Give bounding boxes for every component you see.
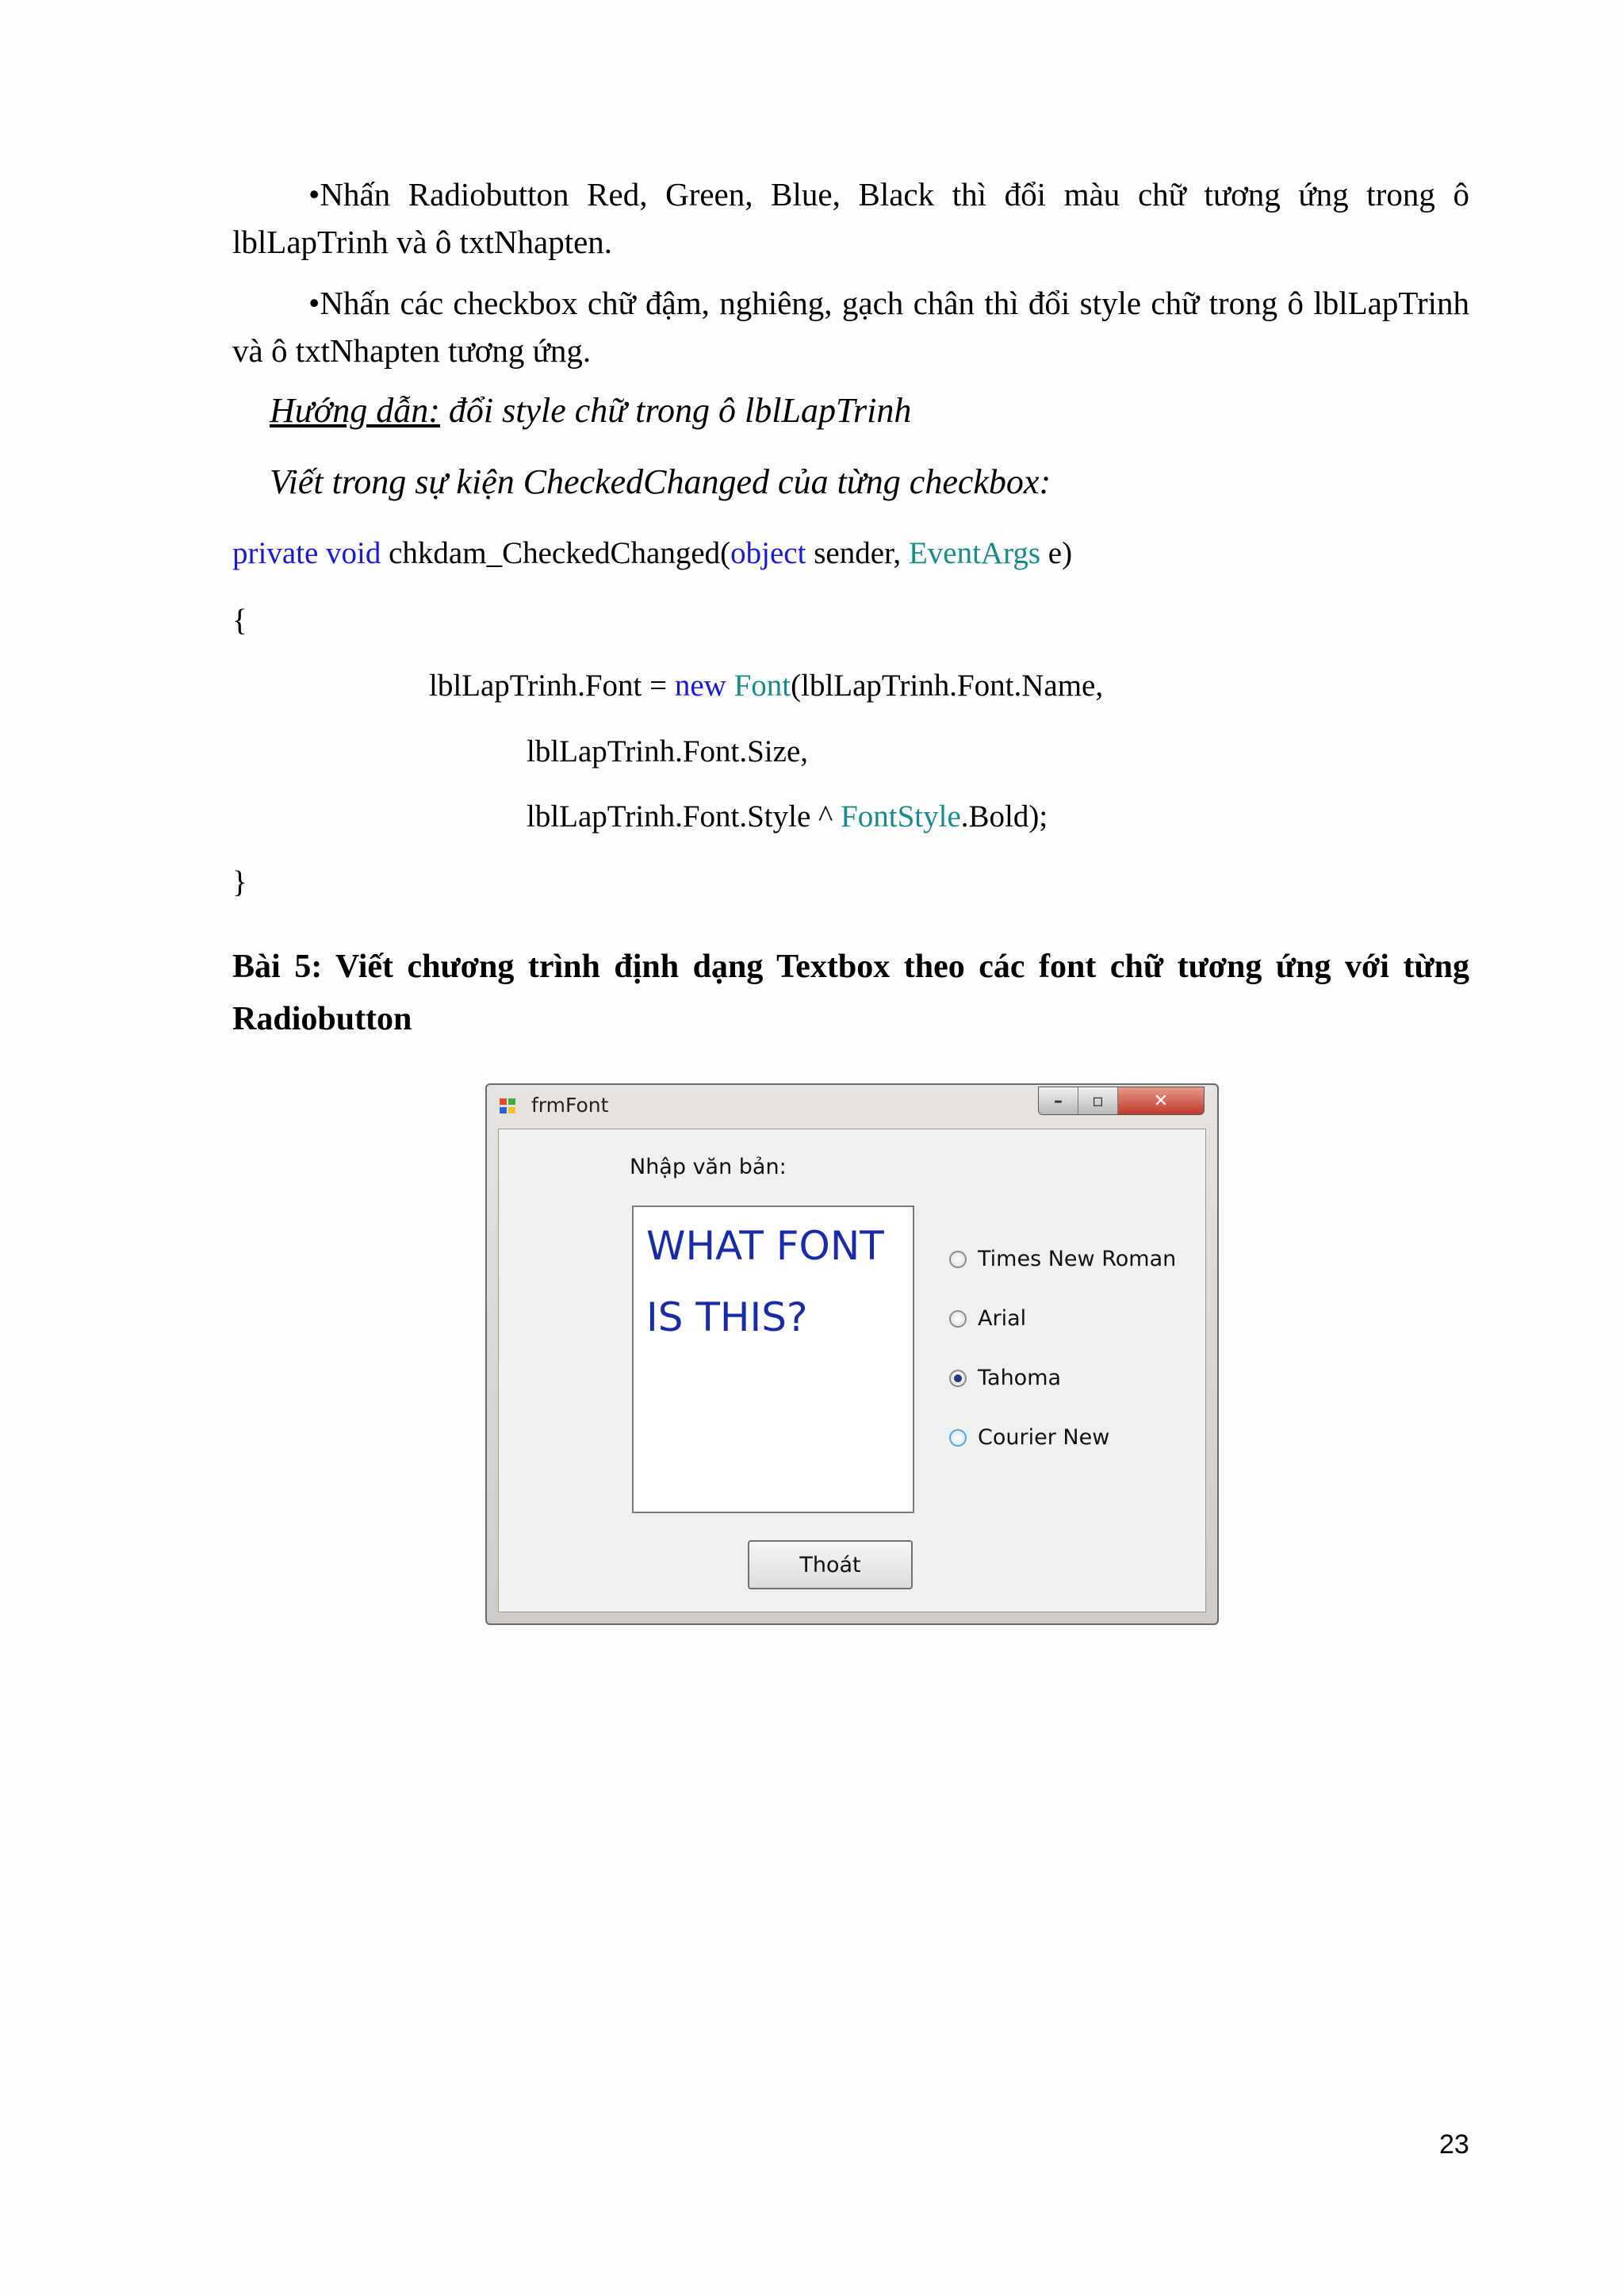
code-text: e) xyxy=(1040,536,1073,570)
guide-label: Hướng dẫn: xyxy=(270,391,440,430)
code-keyword: object xyxy=(730,536,806,570)
radio-circle[interactable] xyxy=(949,1429,967,1447)
radio-label: Tahoma xyxy=(978,1366,1062,1390)
code-line-font-size: lblLapTrinh.Font.Size, xyxy=(527,734,808,769)
code-type: Font xyxy=(733,669,791,703)
exit-button[interactable]: Thoát xyxy=(748,1540,913,1589)
code-type: FontStyle xyxy=(841,799,961,834)
window-controls xyxy=(1038,1087,1205,1115)
title-bar[interactable] xyxy=(487,1085,1217,1125)
code-line-font-assign xyxy=(429,668,1103,703)
radio-times-new-roman[interactable] xyxy=(949,1247,1176,1271)
code-text: chkdam_CheckedChanged( xyxy=(381,536,731,570)
code-line-signature xyxy=(232,535,1072,571)
guide-line-2: Viết trong sự kiện CheckedChanged của từng checkbox: xyxy=(270,462,1051,501)
code-open-brace: { xyxy=(232,604,247,638)
code-type: EventArgs xyxy=(908,536,1041,570)
code-text xyxy=(726,669,734,703)
text-input[interactable] xyxy=(632,1205,914,1513)
code-text: (lblLapTrinh.Font.Name, xyxy=(791,669,1104,703)
paragraph-radiobutton-color: •Nhấn Radiobutton Red, Green, Blue, Black thì đổi màu chữ tương ứng trong ô lblLapTrinh và ô txtNhapten. xyxy=(232,176,1469,260)
code-text: lblLapTrinh.Font.Style ^ xyxy=(527,799,841,834)
input-label: Nhập văn bản: xyxy=(630,1155,787,1179)
close-button[interactable]: ✕ xyxy=(1118,1087,1204,1114)
app-icon xyxy=(500,1098,517,1114)
radio-circle-checked[interactable] xyxy=(949,1370,967,1387)
guide-line xyxy=(270,390,911,431)
guide-text: đổi style chữ trong ô lblLapTrinh xyxy=(439,391,912,430)
page-number: 23 xyxy=(1439,2129,1469,2160)
radio-label: Times New Roman xyxy=(978,1247,1177,1271)
code-text: .Bold); xyxy=(960,799,1048,834)
frmfont-window xyxy=(485,1083,1219,1625)
radio-tahoma[interactable] xyxy=(949,1366,1061,1390)
minimize-button[interactable]: – xyxy=(1039,1087,1078,1114)
radio-label: Courier New xyxy=(978,1425,1110,1450)
code-close-brace: } xyxy=(232,865,247,899)
radio-circle[interactable] xyxy=(949,1310,967,1328)
code-line-font-style xyxy=(527,799,1048,834)
window-title: frmFont xyxy=(531,1094,609,1117)
paragraph-checkbox-style: •Nhấn các checkbox chữ đậm, nghiêng, gạch chân thì đổi style chữ trong ô lblLapTrinh và ô txtNhapten tương ứng. xyxy=(232,285,1469,369)
textbox-value: WHAT FONT IS THIS? xyxy=(646,1223,884,1340)
form-client-area xyxy=(498,1129,1206,1612)
radio-courier-new[interactable] xyxy=(949,1425,1109,1450)
radio-circle[interactable] xyxy=(949,1251,967,1268)
exercise-heading: Bài 5: Viết chương trình định dạng Textbox theo các font chữ tương ứng với từng Radiobutton xyxy=(232,949,1469,1037)
radio-label: Arial xyxy=(978,1306,1027,1331)
code-keyword: new xyxy=(674,669,726,703)
code-keyword: private void xyxy=(232,536,381,570)
code-text: lblLapTrinh.Font = xyxy=(429,669,675,703)
radio-arial[interactable] xyxy=(949,1306,1026,1331)
maximize-button[interactable]: ▫ xyxy=(1078,1087,1118,1114)
code-text: sender, xyxy=(806,536,909,570)
